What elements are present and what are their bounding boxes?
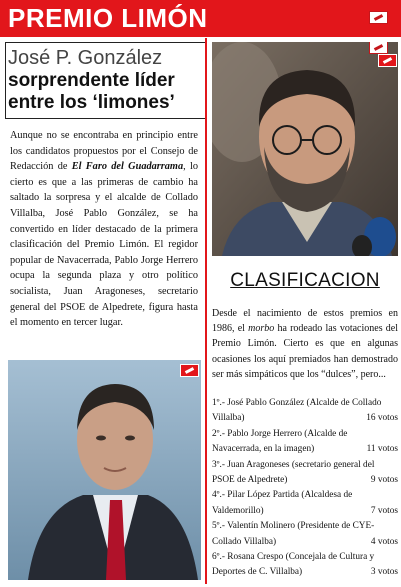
ranking-votes: 9 votos bbox=[370, 475, 398, 486]
tag-icon bbox=[180, 364, 199, 377]
headline-name: José P. González bbox=[8, 47, 163, 69]
list-item bbox=[212, 427, 398, 458]
article-text-start: Aunque no se encontraba en principio entre los candidatos propuestos por el Consejo de Redacción de bbox=[10, 130, 198, 173]
ranking-votes: 7 votos bbox=[370, 505, 398, 516]
column-divider bbox=[205, 38, 207, 584]
classification-heading: CLASIFICACION bbox=[230, 270, 380, 291]
photo-bearded-man bbox=[212, 42, 398, 256]
photo-man-in-suit bbox=[8, 360, 201, 580]
ranking-candidate: 6º.- Rosana Crespo (Concejala de Cultura y Deportes de C. Villalba) bbox=[212, 552, 375, 578]
ranking-candidate: 4º.- Pilar López Partida (Alcaldesa de Valdemorillo) bbox=[212, 490, 353, 516]
intro-text-start: Desde el nacimiento de estos premios en 1986, el bbox=[212, 308, 398, 335]
tag-icon bbox=[369, 42, 388, 54]
list-item bbox=[212, 458, 398, 489]
list-item bbox=[212, 519, 398, 550]
portrait-image bbox=[8, 360, 201, 580]
ranking-votes: 16 votos bbox=[366, 413, 398, 424]
ranking-votes: 11 votos bbox=[366, 444, 398, 455]
tag-icon bbox=[369, 11, 388, 24]
section-title: PREMIO LIMÓN bbox=[8, 3, 208, 33]
headline-subtitle: sorprendente líder entre los ‘limones’ bbox=[8, 70, 175, 113]
ranking-candidate: 2º.- Pablo Jorge Herrero (Alcalde de Navacerrada, en la imagen) bbox=[212, 428, 348, 455]
list-item bbox=[212, 396, 398, 427]
tag-icon bbox=[378, 54, 397, 67]
section-banner bbox=[0, 0, 401, 37]
intro-text-rest: ha rodeado las votaciones del Premio Limón. Cierto es que en algunas ocasiones los aquí premiados han demostrado ser más simpáticos que los “dulces”, pero... bbox=[212, 323, 398, 380]
list-item bbox=[212, 550, 398, 581]
intro-emphasis: morbo bbox=[248, 323, 275, 335]
ranking-candidate: 3º.- Juan Aragoneses (secretario general del PSOE de Alpedrete) bbox=[212, 459, 375, 486]
ranking-candidate: 5º.- Valentín Molinero (Presidente de CYE-Collado Villalba) bbox=[212, 521, 375, 547]
list-item bbox=[212, 488, 398, 519]
classification-intro bbox=[212, 306, 398, 382]
article-body bbox=[10, 128, 198, 331]
newspaper-name: El Faro del Guadarrama bbox=[71, 161, 184, 173]
ranking-votes: 3 votos bbox=[370, 567, 398, 578]
article-text-rest: , lo cierto es que a las primeras de cambio ha saltado la sorpresa y el alcalde de Collado Villalba, José Pablo González, se ha convertido en líder destacado de la primera clasificación del Premio Limón. El regidor popular de Navacerrada, Pablo Jorge Herrero ocupa la segunda plaza y otro político socialista, Juan Aragoneses, secretario general del PSOE de Alpedrete, figura hasta el momento en tercer lugar. bbox=[10, 161, 198, 329]
portrait-image bbox=[212, 42, 398, 256]
ranking-candidate: 1º.- José Pablo González (Alcalde de Collado Villalba) bbox=[212, 398, 382, 424]
ranking-votes: 4 votos bbox=[370, 536, 398, 547]
ranking-list bbox=[212, 396, 398, 581]
